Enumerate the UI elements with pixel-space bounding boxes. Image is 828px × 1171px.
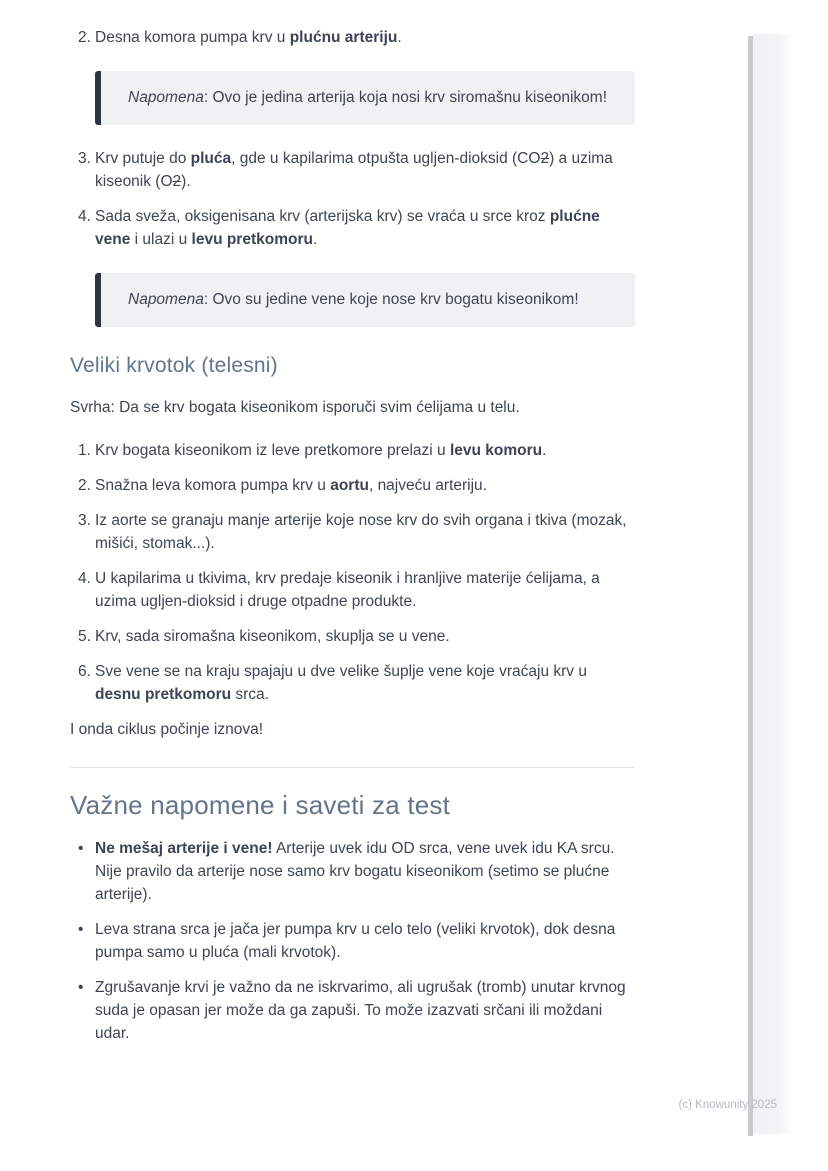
text-segment: , najveću arteriju. xyxy=(368,477,487,495)
list-number: 2. xyxy=(78,29,91,46)
list-item xyxy=(70,147,635,193)
bullet-marker: • xyxy=(78,979,84,997)
bullet-marker: • xyxy=(78,840,84,858)
text-segment: , gde u kapilarima otpušta ugljen-dioksid (CO xyxy=(231,150,541,167)
list-number: 3. xyxy=(78,150,91,167)
list-number: 6. xyxy=(78,663,91,681)
list-item-text xyxy=(95,837,635,906)
text-segment: Krv bogata kiseonikom iz leve pretkomore prelazi u xyxy=(95,442,450,460)
text-segment: : Ovo je jedina arterija koja nosi krv siromašnu kiseonikom! xyxy=(203,89,607,106)
ordered-list xyxy=(70,26,635,49)
document-content xyxy=(70,26,635,1057)
list-item-text xyxy=(95,439,635,462)
note-callout xyxy=(95,273,635,327)
list-item-text xyxy=(95,976,635,1045)
text-segment: . xyxy=(397,29,402,46)
section-heading: Veliki krvotok (telesni) xyxy=(70,354,278,377)
bullet-list xyxy=(70,837,635,1045)
list-item-text xyxy=(95,474,635,497)
text-segment: 2 xyxy=(540,150,550,167)
text-segment: desnu pretkomoru xyxy=(95,686,232,704)
list-item xyxy=(70,976,635,1045)
text-segment: ). xyxy=(181,173,191,190)
list-item xyxy=(70,837,635,906)
text-segment: Krv, sada siromašna kiseonikom, skuplja se u vene. xyxy=(95,628,450,646)
text-segment: Leva strana srca je jača jer pumpa krv u celo telo (veliki krvotok), dok desna pumpa samo u pluća (mali krvotok). xyxy=(95,921,616,962)
text-segment: plućne vene xyxy=(95,208,600,248)
text-segment: Ne mešaj arterije i vene! xyxy=(95,840,273,858)
text-segment: levu pretkomoru xyxy=(191,231,313,248)
text-segment: U kapilarima u tkivima, krv predaje kiseonik i hranljive materije ćelijama, a uzima ugljen-dioksid i druge otpadne produkte. xyxy=(95,570,600,611)
copyright-watermark: (c) Knowunity 2025 xyxy=(678,1099,777,1111)
text-segment: Svrha: Da se krv bogata kiseonikom isporuči svim ćelijama u telu. xyxy=(70,399,520,417)
list-item-text xyxy=(95,205,635,251)
text-segment: Napomena xyxy=(128,291,204,308)
text-segment: Napomena xyxy=(128,89,204,106)
paragraph xyxy=(70,718,635,741)
list-item xyxy=(70,474,635,497)
list-item-text xyxy=(95,660,635,706)
text-segment: pluća xyxy=(190,150,232,167)
list-number: 4. xyxy=(78,570,91,588)
list-number: 3. xyxy=(78,512,91,530)
list-number: 5. xyxy=(78,628,91,646)
list-item-text xyxy=(95,26,635,49)
section-heading: Važne napomene i saveti za test xyxy=(70,790,451,821)
text-segment: I onda ciklus počinje iznova! xyxy=(70,721,264,739)
list-number: 4. xyxy=(78,208,91,225)
note-callout xyxy=(95,71,635,125)
note-text xyxy=(128,83,608,113)
ordered-list xyxy=(70,439,635,706)
list-item-text xyxy=(95,147,635,193)
list-item xyxy=(70,625,635,648)
paragraph xyxy=(70,396,635,419)
text-segment: ) a uzima kiseonik (O xyxy=(95,150,613,190)
list-item xyxy=(70,26,635,49)
ordered-list xyxy=(70,147,635,251)
list-item xyxy=(70,567,635,613)
text-segment: i ulazi u xyxy=(130,231,192,248)
list-item-text xyxy=(95,509,635,555)
text-segment: . xyxy=(542,442,547,460)
list-number: 1. xyxy=(78,442,91,460)
text-segment: levu komoru xyxy=(449,442,543,460)
text-segment: Sada sveža, oksigenisana krv (arterijska krv) se vraća u srce kroz xyxy=(95,208,550,225)
text-segment: Zgrušavanje krvi je važno da ne iskrvarimo, ali ugrušak (tromb) unutar krvnog suda je opasan jer može da ga zapuši. To može izazvati srčani ili moždani udar. xyxy=(95,979,626,1043)
list-number: 2. xyxy=(78,477,91,495)
text-segment: plućnu arteriju xyxy=(289,29,398,46)
text-segment: Snažna leva komora pumpa krv u xyxy=(95,477,331,495)
list-item xyxy=(70,918,635,964)
list-item-text xyxy=(95,567,635,613)
scrollbar-thumb[interactable] xyxy=(748,36,753,1136)
text-segment: 2 xyxy=(172,173,182,190)
page-edge-shadow xyxy=(753,34,792,1134)
bullet-marker: • xyxy=(78,921,84,939)
list-item xyxy=(70,205,635,251)
text-segment: aortu xyxy=(330,477,369,495)
text-segment: Arterije uvek idu OD srca, vene uvek idu KA srcu. Nije pravilo da arterije nose samo krv bogatu kiseonikom (setimo se plućne arterije). xyxy=(95,840,615,904)
divider xyxy=(70,767,635,768)
text-segment: Iz aorte se granaju manje arterije koje nose krv do svih organa i tkiva (mozak, mišići, stomak...). xyxy=(95,512,627,553)
text-segment: srca. xyxy=(231,686,269,704)
text-segment: Krv putuje do xyxy=(95,150,191,167)
list-item-text xyxy=(95,625,635,648)
list-item xyxy=(70,439,635,462)
note-text xyxy=(128,285,608,315)
text-segment: Desna komora pumpa krv u xyxy=(95,29,290,46)
text-segment: . xyxy=(312,231,318,248)
list-item xyxy=(70,509,635,555)
text-segment: Sve vene se na kraju spajaju u dve velike šuplje vene koje vraćaju krv u xyxy=(95,663,587,681)
list-item xyxy=(70,660,635,706)
list-item-text xyxy=(95,918,635,964)
text-segment: : Ovo su jedine vene koje nose krv bogatu kiseonikom! xyxy=(203,291,579,308)
